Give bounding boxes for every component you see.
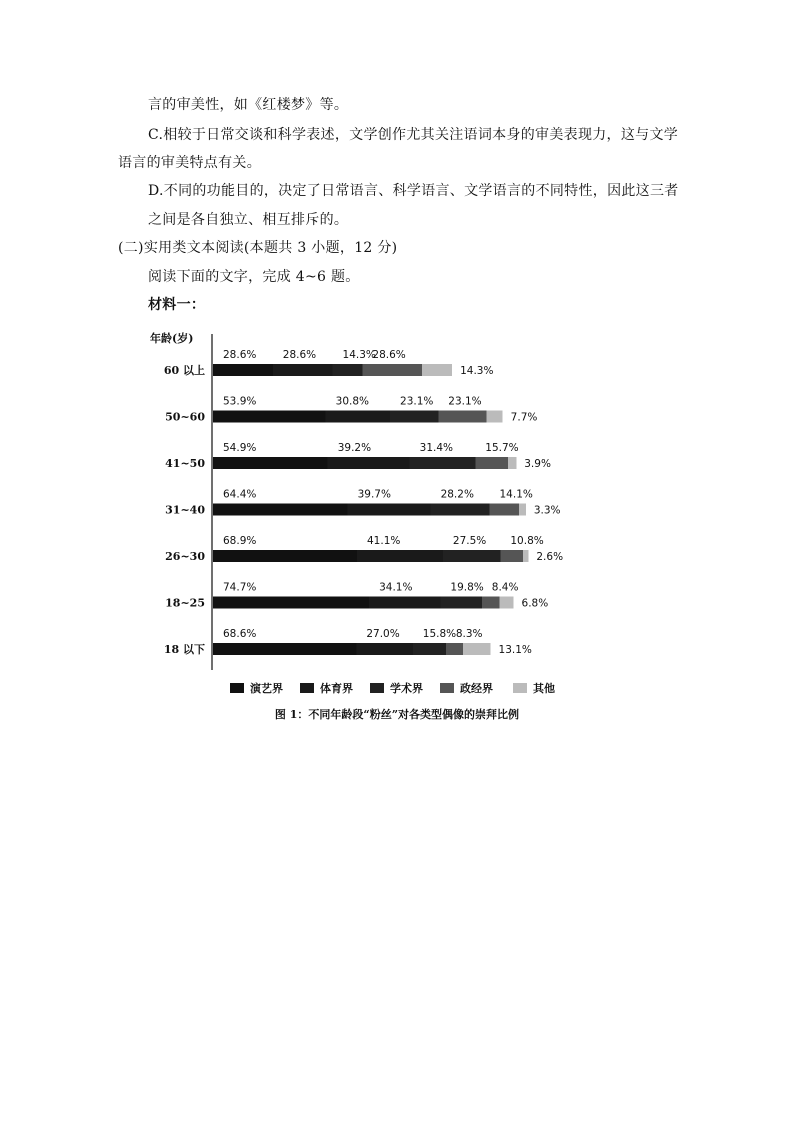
value-label: 19.8%: [450, 581, 484, 594]
bar-segment-1: [213, 457, 328, 469]
value-label: 53.9%: [223, 395, 257, 408]
bar-segment-5: [422, 364, 452, 376]
value-label: 28.2%: [440, 488, 474, 501]
instruction: 阅读下面的文字，完成 4~6 题。: [148, 269, 360, 285]
bar-segment-1: [213, 643, 356, 655]
value-label: 28.6%: [223, 349, 257, 361]
material-label: 材料一：: [148, 297, 206, 313]
value-label: 15.8%: [422, 628, 457, 640]
bar-segment-1: [213, 364, 273, 376]
option-c-line2: 语言的审美特点有关。: [118, 155, 261, 171]
bar-segment-5: [487, 411, 503, 423]
bar-segment-1: [213, 411, 326, 423]
category-label: 50~60: [165, 410, 205, 424]
bar-segment-2: [369, 597, 440, 609]
bar-segment-4: [475, 457, 508, 469]
bar-segment-3: [390, 411, 438, 423]
value-label: 14.3%: [460, 365, 494, 377]
bar-segment-4: [446, 643, 463, 655]
value-label: 28.6%: [372, 349, 406, 361]
value-label: 39.2%: [337, 442, 372, 454]
value-label: 34.1%: [379, 581, 413, 594]
value-label: 7.7%: [510, 411, 538, 424]
bar-segment-4: [490, 504, 519, 516]
section-title: (二)实用类文本阅读(本题共 3 小题，12 分): [118, 240, 398, 256]
legend-swatch: [230, 683, 244, 693]
value-label: 64.4%: [223, 488, 257, 501]
bar-segment-5: [463, 643, 490, 655]
option-d-line2: 之间是各自独立、相互排斥的。: [148, 212, 349, 228]
legend-swatch: [370, 683, 384, 693]
option-d-line1: D.不同的功能目的，决定了日常语言、科学语言、文学语言的不同特性，因此这三者: [148, 183, 679, 199]
value-label: 31.4%: [419, 442, 454, 454]
legend-swatch: [300, 683, 314, 693]
bar-segment-2: [326, 411, 390, 423]
value-label: 10.8%: [510, 535, 544, 547]
bar-segment-2: [273, 364, 333, 376]
value-label: 23.1%: [400, 395, 434, 408]
legend-label: 其他: [533, 682, 555, 695]
value-label: 54.9%: [223, 442, 257, 454]
value-label: 68.9%: [223, 535, 257, 547]
value-label: 41.1%: [367, 535, 401, 547]
bar-segment-5: [508, 457, 516, 469]
bar-segment-4: [362, 364, 422, 376]
category-label: 18~25: [165, 596, 205, 610]
category-label: 26~30: [165, 550, 205, 563]
value-label: 39.7%: [357, 488, 391, 501]
bar-segment-1: [213, 550, 357, 562]
value-label: 30.8%: [335, 395, 370, 408]
value-label: 8.4%: [491, 581, 519, 594]
figure-caption: 图 1：不同年龄段“粉丝”对各类型偶像的崇拜比例: [274, 708, 520, 721]
bar-segment-3: [410, 457, 476, 469]
value-label: 8.3%: [455, 628, 483, 640]
value-label: 15.7%: [485, 442, 519, 454]
bar-segment-3: [431, 504, 490, 516]
bar-segment-3: [413, 643, 446, 655]
bar-segment-2: [328, 457, 410, 469]
option-c-line1: C.相较于日常交谈和科学表述，文学创作尤其关注语词本身的审美表现力，这与文学: [148, 127, 679, 143]
bar-segment-4: [500, 550, 523, 562]
p1-tail: 言的审美性，如《红楼梦》等。: [148, 97, 349, 113]
value-label: 3.3%: [533, 504, 561, 517]
bar-segment-3: [443, 550, 500, 562]
value-label: 74.7%: [223, 581, 257, 594]
category-label: 18 以下: [163, 643, 205, 656]
bar-segment-4: [482, 597, 500, 609]
value-label: 13.1%: [498, 644, 532, 656]
bar-segment-2: [348, 504, 431, 516]
bar-segment-5: [519, 504, 526, 516]
category-label: 31~40: [165, 503, 205, 517]
value-label: 27.0%: [366, 628, 400, 640]
legend-label: 演艺界: [250, 682, 283, 695]
value-label: 28.6%: [282, 349, 317, 361]
bar-segment-2: [357, 550, 443, 562]
value-label: 14.1%: [499, 488, 533, 501]
bar-segment-5: [523, 550, 528, 562]
legend-label: 体育界: [320, 682, 353, 695]
bar-segment-1: [213, 597, 369, 609]
legend-label: 学术界: [390, 682, 423, 695]
legend-label: 政经界: [460, 682, 493, 695]
value-label: 14.3%: [342, 349, 376, 361]
value-label: 23.1%: [448, 395, 482, 408]
category-label: 60 以上: [163, 364, 205, 377]
value-label: 3.9%: [524, 458, 551, 470]
value-label: 2.6%: [536, 551, 564, 563]
bar-segment-4: [438, 411, 486, 423]
bar-segment-2: [356, 643, 412, 655]
value-label: 27.5%: [452, 535, 487, 547]
bar-segment-5: [499, 597, 513, 609]
y-axis-label: 年龄(岁): [150, 332, 194, 345]
bar-segment-3: [440, 597, 481, 609]
bar-segment-3: [333, 364, 363, 376]
category-label: 41~50: [165, 457, 205, 470]
bar-segment-1: [213, 504, 348, 516]
value-label: 6.8%: [521, 597, 549, 610]
value-label: 68.6%: [223, 628, 257, 640]
legend-swatch: [440, 683, 454, 693]
legend-swatch: [513, 683, 527, 693]
